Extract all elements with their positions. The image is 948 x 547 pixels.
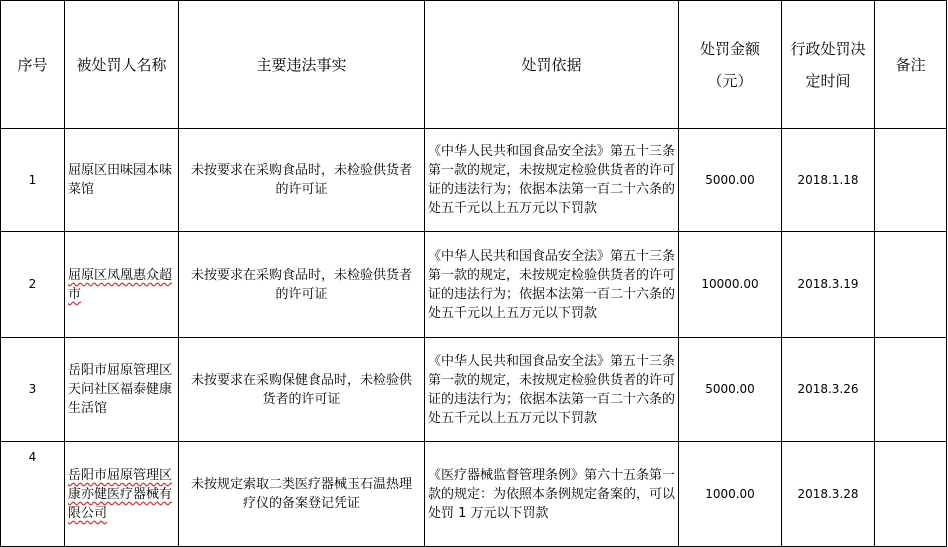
row-entity-name: 屈原区田味园本味菜馆 <box>65 129 179 232</box>
table-row <box>1 232 947 338</box>
row-basis: 《中华人民共和国食品安全法》第五十三条第一款的规定，未按规定检验供货者的许可证的违法行为；依据本法第一百二十六条的处五千元以上五万元以下罚款 <box>425 338 679 442</box>
row-amount: 5000.00 <box>679 129 782 232</box>
row-remarks <box>875 129 947 232</box>
header-row <box>1 1 947 129</box>
header-violation: 主要违法事实 <box>179 1 425 129</box>
table-row <box>1 129 947 232</box>
row-entity-name: 岳阳市屈原管理区天问社区福泰健康生活馆 <box>65 338 179 442</box>
row-violation: 未按规定索取二类医疗器械玉石温热理疗仪的备案登记凭证 <box>179 442 425 547</box>
row-basis: 《中华人民共和国食品安全法》第五十三条第一款的规定，未按规定检验供货者的许可证的违法行为；依据本法第一百二十六条的处五千元以上五万元以下罚款 <box>425 232 679 338</box>
header-basis: 处罚依据 <box>425 1 679 129</box>
row-entity-name <box>65 232 179 338</box>
row-index: 3 <box>1 338 65 442</box>
row-amount: 1000.00 <box>679 442 782 547</box>
row-entity-name-text: 屈原区凤凰惠众超市 <box>68 267 173 302</box>
row-violation: 未按要求在采购食品时，未检验供货者的许可证 <box>179 232 425 338</box>
row-index: 4 <box>1 442 65 547</box>
row-amount: 5000.00 <box>679 338 782 442</box>
row-decision-time: 2018.3.26 <box>782 338 875 442</box>
header-entity-name: 被处罚人名称 <box>65 1 179 129</box>
header-index: 序号 <box>1 1 65 129</box>
table-row <box>1 442 947 547</box>
row-index: 2 <box>1 232 65 338</box>
row-amount: 10000.00 <box>679 232 782 338</box>
row-remarks <box>875 338 947 442</box>
row-decision-time: 2018.3.28 <box>782 442 875 547</box>
row-decision-time: 2018.3.19 <box>782 232 875 338</box>
row-entity-name-text: 岳阳市屈原管理区康亦健医疗器械有限公司 <box>68 467 173 521</box>
table-row <box>1 338 947 442</box>
row-remarks <box>875 232 947 338</box>
row-violation: 未按要求在采购食品时，未检验供货者的许可证 <box>179 129 425 232</box>
row-remarks <box>875 442 947 547</box>
row-entity-name <box>65 442 179 547</box>
row-violation: 未按要求在采购保健食品时，未检验供货者的许可证 <box>179 338 425 442</box>
row-basis: 《中华人民共和国食品安全法》第五十三条第一款的规定，未按规定检验供货者的许可证的违法行为；依据本法第一百二十六条的处五千元以上五万元以下罚款 <box>425 129 679 232</box>
header-remarks: 备注 <box>875 1 947 129</box>
row-basis: 《医疗器械监督管理条例》第六十五条第一款的规定：为依照本条例规定备案的，可以处罚 1 万元以下罚款 <box>425 442 679 547</box>
header-amount: 处罚金额（元） <box>679 1 782 129</box>
row-decision-time: 2018.1.18 <box>782 129 875 232</box>
header-decision-time: 行政处罚决定时间 <box>782 1 875 129</box>
row-index: 1 <box>1 129 65 232</box>
